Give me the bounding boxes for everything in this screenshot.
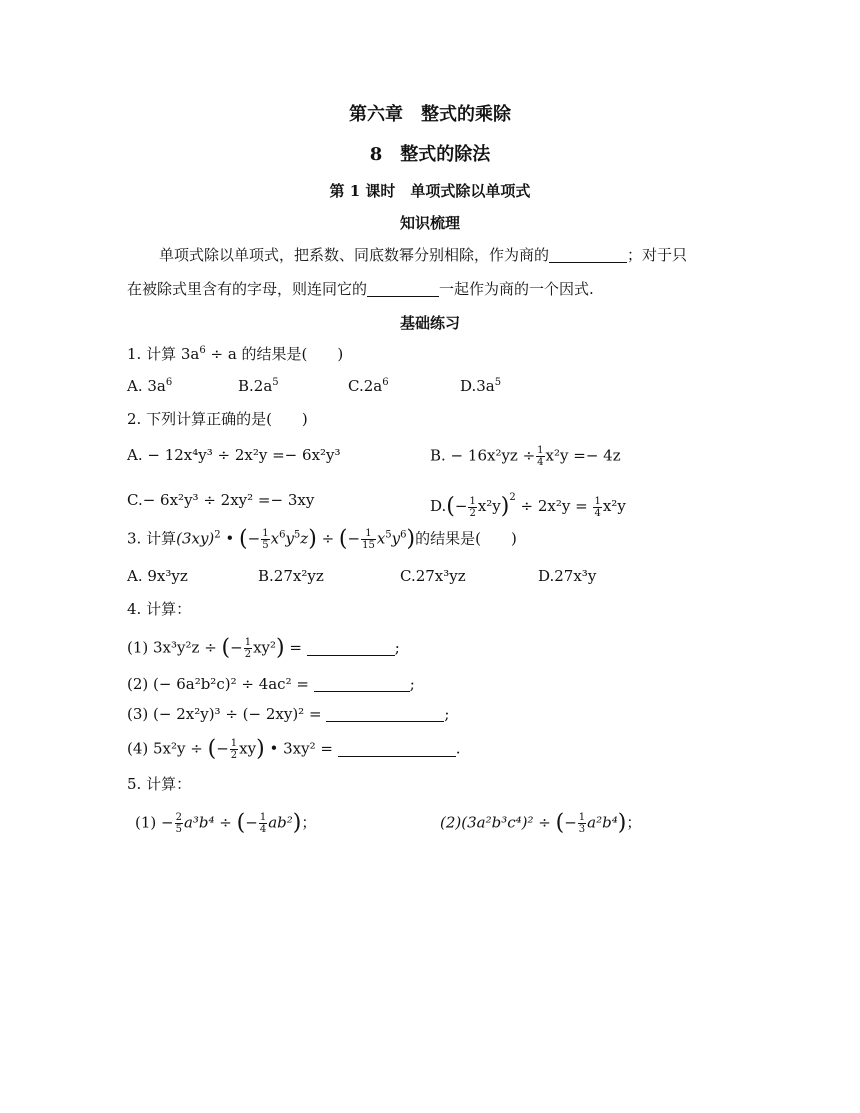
question-4-part-3: (3) (− 2x²y)³ ÷ (− 2xy)² = ; <box>127 705 450 723</box>
practice-heading: 基础练习 <box>399 314 460 332</box>
question-2-stem: 2. 下列计算正确的是( ) <box>127 410 308 428</box>
fraction: $\frac{1}{15}$ <box>362 528 375 551</box>
question-1-option-d[interactable]: $D.3a^5$ <box>460 377 502 395</box>
question-2-option-a[interactable]: A. − 12x⁴y³ ÷ 2x²y =− 6x²y³ <box>127 446 341 464</box>
question-1-option-b[interactable]: $B.2a^5$ <box>238 377 279 395</box>
fraction: $\frac{2}{5}$ <box>175 812 182 835</box>
fraction: $\frac{1}{4}$ <box>594 495 601 519</box>
question-3-option-b[interactable]: B.27x²yz <box>258 567 324 585</box>
section-title: 8 整式的除法 <box>369 144 491 165</box>
question-5-stem: 5. 计算： <box>127 775 192 793</box>
fraction: $\frac{1}{4}$ <box>259 812 267 835</box>
question-5-part-2: (2)(3a²b³c⁴)² ÷ (− $\frac{1}{3}$ a²b⁴)； <box>440 810 642 836</box>
question-3-option-c[interactable]: C.27x³yz <box>400 567 466 585</box>
answer-blank[interactable] <box>367 282 439 297</box>
question-2-option-b[interactable]: B. − 16x²yz ÷ $\frac{1}{4}$ x²y =− 4z <box>430 445 621 468</box>
question-4-part-2: (2) (− 6a²b²c)² ÷ 4ac² = ; <box>127 675 415 693</box>
question-5-part-1: (1) − $\frac{2}{5}$ a³b⁴ ÷ (− $\frac{1}{4}$ ab²)； <box>135 810 317 836</box>
question-4-part-1: (1) 3x³y²z ÷ (− $\frac{1}{2}$ xy²) = ; <box>127 635 400 661</box>
question-4-part-4: (4) 5x²y ÷ (− $\frac{1}{2}$ xy) • 3xy² = . <box>127 736 461 762</box>
question-1-option-a[interactable]: A. $3a^6$ <box>127 377 173 395</box>
answer-blank[interactable] <box>326 707 444 722</box>
lesson-title: 第 1 课时 单项式除以单项式 <box>329 182 531 200</box>
fraction: $\frac{1}{5}$ <box>262 528 269 551</box>
answer-blank[interactable] <box>307 641 395 656</box>
knowledge-heading: 知识梳理 <box>399 214 460 232</box>
question-3-option-a[interactable]: A. 9x³yz <box>127 567 188 585</box>
question-3-option-d[interactable]: D.27x³y <box>538 567 597 585</box>
knowledge-line-1: 单项式除以单项式，把系数、同底数幂分别相除，作为商的 ；对于只 <box>159 246 688 264</box>
fraction: $\frac{1}{4}$ <box>537 445 544 468</box>
question-4-stem: 4. 计算： <box>127 600 192 618</box>
fraction: $\frac{1}{2}$ <box>469 495 476 519</box>
answer-blank[interactable] <box>549 248 627 263</box>
question-1-option-c[interactable]: $C.2a^6$ <box>348 377 389 395</box>
question-1-stem: 1. 计算 $3a^6 \div a$ 的结果是( ) <box>127 345 344 363</box>
question-3-stem: 3. 计算$(3xy)^2$ • (− $\frac{1}{5}$ $x^6y^5z$) ÷ (− $\frac{1}{15}$ $x^5y^6$)的结果是( ) <box>127 526 517 552</box>
answer-blank[interactable] <box>338 742 456 757</box>
question-2-option-d[interactable]: D.(− $\frac{1}{2}$ x²y)$^2$ ÷ 2x²y = $\frac{1}{4}$ x²y <box>430 492 626 519</box>
fraction: $\frac{1}{2}$ <box>230 738 238 761</box>
fraction: $\frac{1}{3}$ <box>578 812 586 835</box>
chapter-title: 第六章 整式的乘除 <box>349 104 511 125</box>
answer-blank[interactable] <box>314 677 410 692</box>
fraction: $\frac{1}{2}$ <box>244 637 252 660</box>
question-2-option-c[interactable]: C.− 6x²y³ ÷ 2xy² =− 3xy <box>127 491 315 509</box>
knowledge-line-2: 在被除式里含有的字母，则连同它的 一起作为商的一个因式. <box>127 280 594 298</box>
